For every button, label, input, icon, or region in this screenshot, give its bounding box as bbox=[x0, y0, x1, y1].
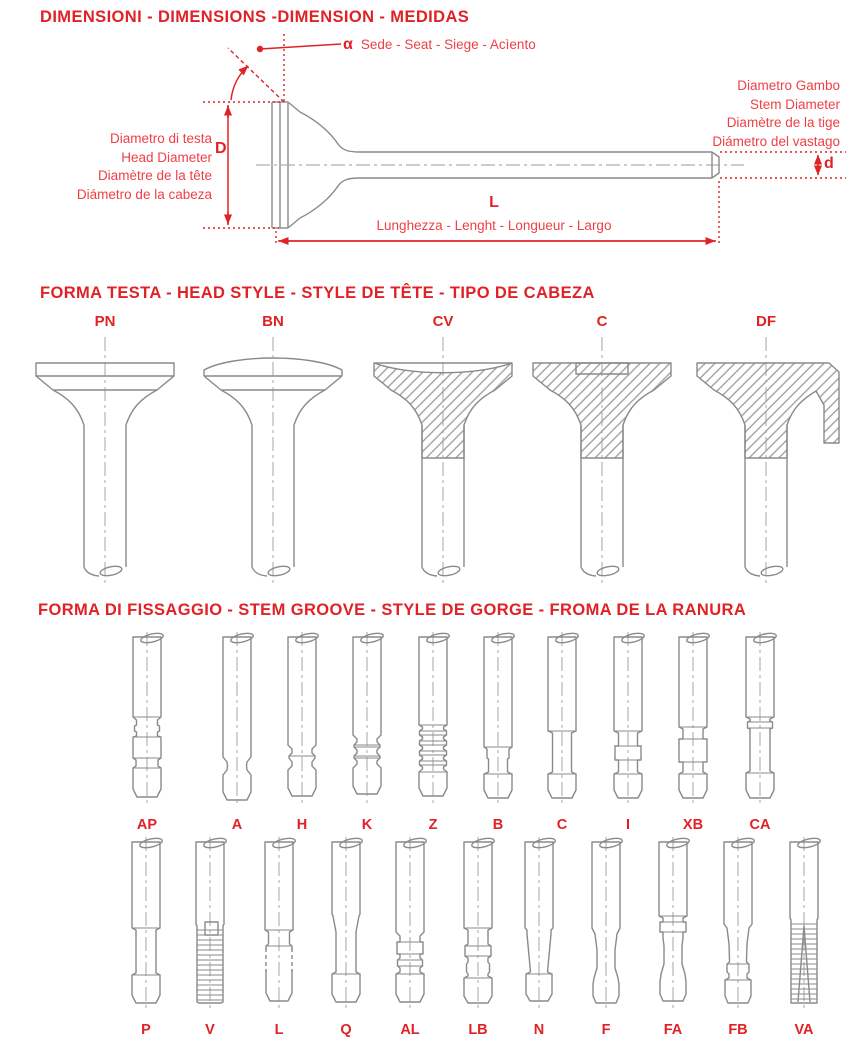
stem-groove-B bbox=[470, 631, 526, 833]
stem-groove-label-I: I bbox=[625, 817, 631, 833]
stem-groove-label-VA: VA bbox=[794, 1022, 814, 1038]
stem-diameter-label bbox=[712, 77, 840, 151]
stem-groove-figure-XB bbox=[665, 631, 721, 807]
stem-groove-figure-K bbox=[339, 631, 395, 807]
stem-groove-figure-AP bbox=[119, 631, 175, 807]
stem-groove-AL bbox=[382, 836, 438, 1038]
stem-groove-figure-AL bbox=[382, 836, 438, 1012]
head-style-figure-CV bbox=[358, 333, 528, 587]
stem-groove-Z bbox=[405, 631, 461, 833]
stem-groove-figure-A bbox=[209, 631, 265, 807]
head-style-label-CV: CV bbox=[432, 313, 454, 330]
head-style-CV bbox=[358, 313, 528, 592]
length-label: Lunghezza - Lenght - Longueur - Largo bbox=[376, 218, 612, 233]
stem-groove-label-F: F bbox=[601, 1022, 611, 1038]
stem-diameter-symbol: d bbox=[824, 155, 834, 172]
head-style-C bbox=[517, 313, 687, 592]
stem-groove-figure-Q bbox=[318, 836, 374, 1012]
stem-groove-label-N: N bbox=[533, 1022, 545, 1038]
stem-groove-L bbox=[251, 836, 307, 1038]
head-diameter-symbol: D bbox=[215, 140, 227, 157]
stem-groove-label-K: K bbox=[361, 817, 373, 833]
stem-groove-figure-P bbox=[118, 836, 174, 1012]
stem-groove-label-CA: CA bbox=[749, 817, 771, 833]
stem-groove-figure-F bbox=[578, 836, 634, 1012]
stem-groove-label-P: P bbox=[141, 1022, 151, 1038]
stem-diameter-label-line: Diamètre de la tige bbox=[726, 115, 840, 130]
stem-groove-CA bbox=[732, 631, 788, 833]
stem-groove-K bbox=[339, 631, 395, 833]
stem-groove-V bbox=[182, 836, 238, 1038]
head-diameter-label-line: Diametro di testa bbox=[109, 131, 212, 146]
stem-groove-label-Q: Q bbox=[340, 1022, 352, 1038]
stem-groove-label-B: B bbox=[492, 817, 504, 833]
head-style-label-DF: DF bbox=[756, 313, 776, 330]
stem-groove-figure-N bbox=[511, 836, 567, 1012]
head-style-PN bbox=[20, 313, 190, 592]
head-style-section-title: FORMA TESTA - HEAD STYLE - STYLE DE TÊTE - TIPO DE CABEZA bbox=[40, 284, 595, 302]
valve-dimension-drawing bbox=[0, 28, 860, 252]
stem-groove-figure-H bbox=[274, 631, 330, 807]
stem-groove-figure-FB bbox=[710, 836, 766, 1012]
stem-groove-F bbox=[578, 836, 634, 1038]
length-symbol: L bbox=[489, 194, 499, 211]
stem-groove-label-L: L bbox=[274, 1022, 284, 1038]
head-diameter-label-line: Diamètre de la tête bbox=[97, 168, 212, 183]
stem-groove-figure-V bbox=[182, 836, 238, 1012]
head-style-label-C: C bbox=[596, 313, 608, 330]
head-style-figure-BN bbox=[188, 333, 358, 587]
stem-groove-figure-L bbox=[251, 836, 307, 1012]
stem-groove-label-FA: FA bbox=[663, 1022, 683, 1038]
stem-groove-N bbox=[511, 836, 567, 1038]
head-style-figure-DF bbox=[681, 333, 851, 587]
stem-groove-A bbox=[209, 631, 265, 833]
stem-diameter-label-line: Stem Diameter bbox=[749, 96, 840, 112]
stem-groove-figure-FA bbox=[645, 836, 701, 1012]
head-style-DF bbox=[681, 313, 851, 592]
dimensions-section-title: DIMENSIONI - DIMENSIONS -DIMENSION - MEDIDAS bbox=[40, 8, 470, 26]
seat-label: Sede - Seat - Siege - Acìento bbox=[360, 37, 536, 52]
head-diameter-label bbox=[77, 130, 212, 204]
stem-groove-label-A: A bbox=[231, 817, 243, 833]
stem-groove-label-V: V bbox=[205, 1022, 215, 1038]
stem-groove-figure-CA bbox=[732, 631, 788, 807]
alpha-symbol: α bbox=[343, 36, 353, 53]
stem-groove-FA bbox=[645, 836, 701, 1038]
stem-groove-C bbox=[534, 631, 590, 833]
stem-groove-H bbox=[274, 631, 330, 833]
stem-groove-row-2 bbox=[0, 836, 860, 1036]
stem-groove-FB bbox=[710, 836, 766, 1038]
stem-groove-label-H: H bbox=[296, 817, 308, 833]
stem-groove-VA bbox=[776, 836, 832, 1038]
stem-groove-figure-B bbox=[470, 631, 526, 807]
stem-groove-row-1 bbox=[0, 631, 860, 831]
stem-groove-label-XB: XB bbox=[682, 817, 704, 833]
stem-diameter-label-line: Diametro Gambo bbox=[737, 78, 840, 93]
stem-groove-P bbox=[118, 836, 174, 1038]
stem-groove-figure-C bbox=[534, 631, 590, 807]
head-style-figure-PN bbox=[20, 333, 190, 587]
stem-groove-I bbox=[600, 631, 656, 833]
stem-groove-label-Z: Z bbox=[428, 817, 438, 833]
stem-groove-label-AP: AP bbox=[136, 817, 158, 833]
head-style-label-PN: PN bbox=[94, 313, 116, 330]
stem-groove-figure-Z bbox=[405, 631, 461, 807]
stem-groove-figure-VA bbox=[776, 836, 832, 1012]
stem-diameter-label-line: Diámetro del vastago bbox=[712, 133, 840, 149]
stem-groove-label-C: C bbox=[556, 817, 568, 833]
stem-groove-Q bbox=[318, 836, 374, 1038]
stem-groove-figure-LB bbox=[450, 836, 506, 1012]
stem-groove-label-FB: FB bbox=[728, 1022, 748, 1038]
stem-groove-label-AL: AL bbox=[400, 1022, 420, 1038]
head-style-label-BN: BN bbox=[262, 313, 284, 330]
stem-groove-XB bbox=[665, 631, 721, 833]
stem-groove-LB bbox=[450, 836, 506, 1038]
head-diameter-label-line: Head Diameter bbox=[121, 149, 212, 165]
head-style-BN bbox=[188, 313, 358, 592]
stem-groove-AP bbox=[119, 631, 175, 833]
stem-groove-figure-I bbox=[600, 631, 656, 807]
head-style-figure-C bbox=[517, 333, 687, 587]
head-diameter-label-line: Diámetro de la cabeza bbox=[76, 186, 212, 202]
stem-groove-section-title: FORMA DI FISSAGGIO - STEM GROOVE - STYLE DE GORGE - FROMA DE LA RANURA bbox=[38, 601, 747, 619]
head-style-figures bbox=[0, 313, 860, 593]
stem-groove-label-LB: LB bbox=[468, 1022, 488, 1038]
